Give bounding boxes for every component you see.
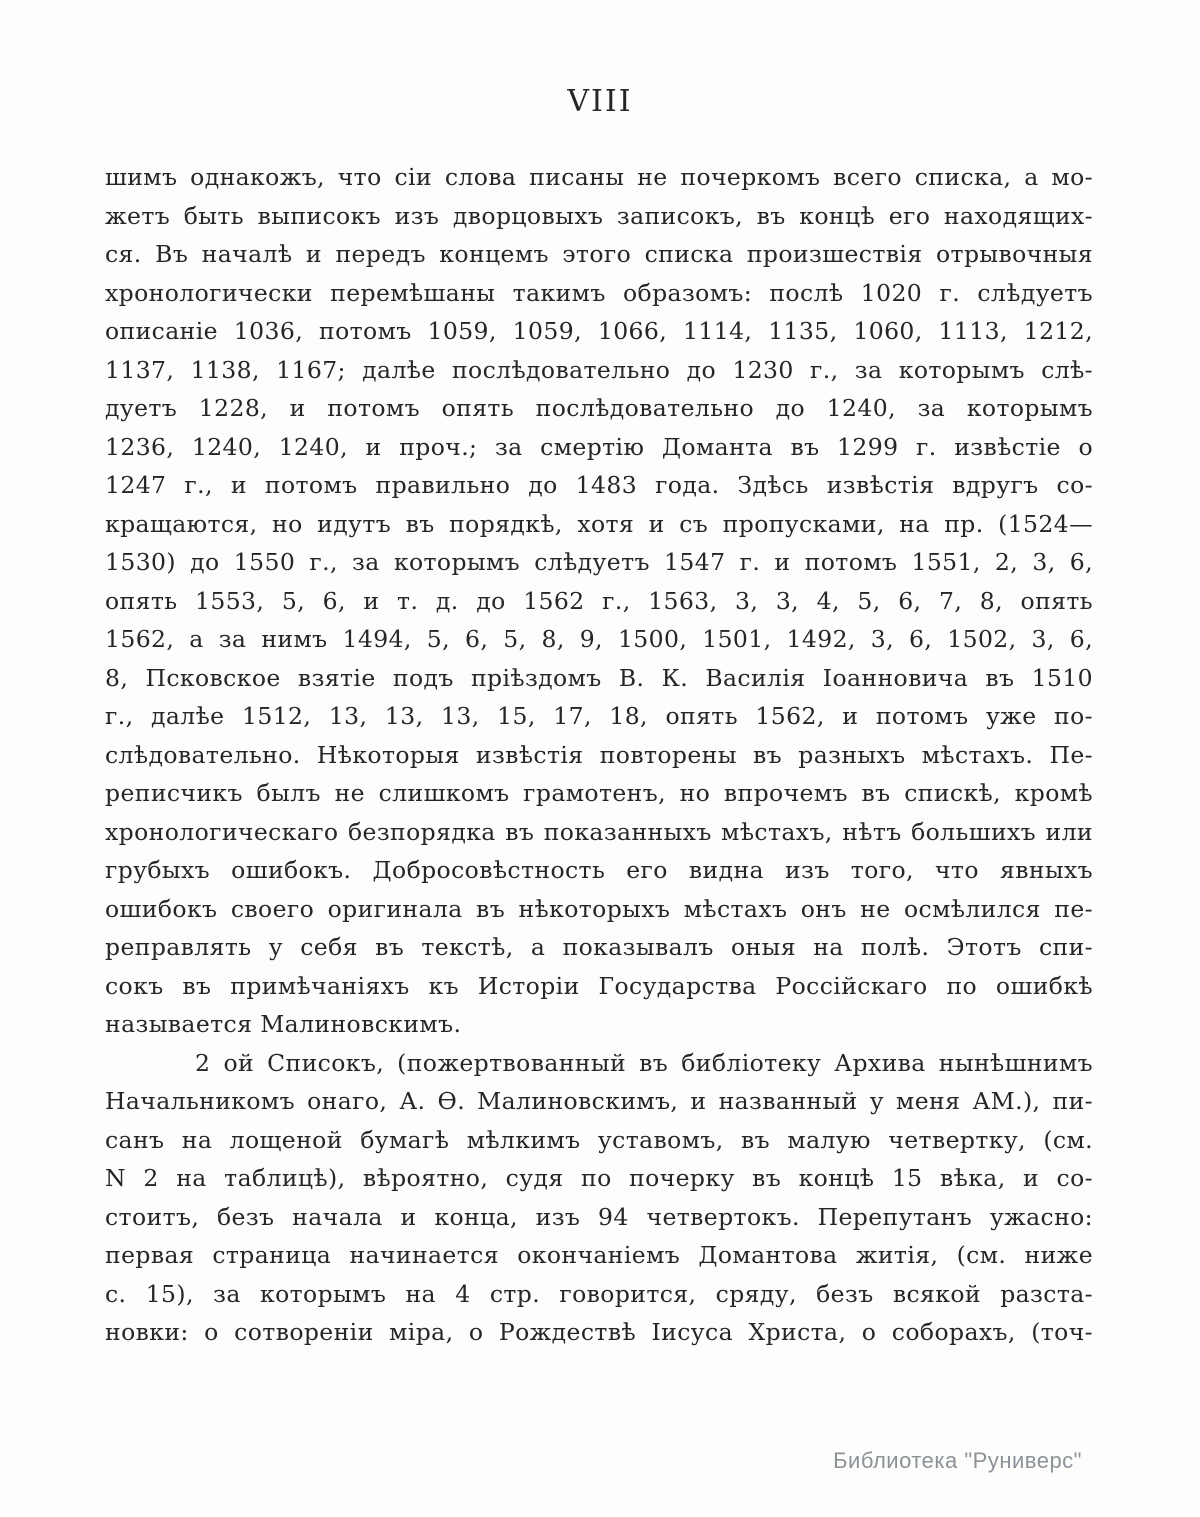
text-line: реписчикъ былъ не слишкомъ грамотенъ, но впрочемъ въ спискѣ, кромѣ [105,779,1093,807]
text-line: сокъ въ примѣчаніяхъ къ Исторіи Государства Россійскаго по ошибкѣ [105,971,1093,1000]
text-line: шимъ однакожъ, что сіи слова писаны не почеркомъ всего списка, а мо- [105,163,1093,191]
text-line: хронологически перемѣшаны такимъ образомъ: послѣ 1020 г. слѣдуетъ [105,278,1093,307]
text-line: санъ на лощеной бумагѣ мѣлкимъ уставомъ, въ малую четвертку, (см. [105,1125,1093,1154]
text-line: ошибокъ своего оригинала въ нѣкоторыхъ мѣстахъ онъ не осмѣлился пе- [105,894,1093,923]
text-line: описаніе 1036, потомъ 1059, 1059, 1066, 1114, 1135, 1060, 1113, 1212, [105,317,1093,345]
text-line: Начальникомъ онаго, А. Ѳ. Малиновскимъ, и названный у меня АМ.), пи- [105,1087,1093,1115]
text-line: ся. Въ началѣ и передъ концемъ этого списка произшествія отрывочныя [105,240,1093,268]
text-line: N 2 на таблицѣ), вѣроятно, судя по почерку въ концѣ 15 вѣка, и со- [105,1164,1093,1192]
text-block [0,158,1200,1352]
page-number: VIII [567,84,633,119]
text-line: 1236, 1240, 1240, и проч.; за смертію Доманта въ 1299 г. извѣстіе о [105,432,1093,461]
paragraph [105,158,1093,1044]
text-line: 1247 г., и потомъ правильно до 1483 года. Здѣсь извѣстія вдругъ со- [105,471,1093,499]
text-line: новки: о сотвореніи міра, о Рождествѣ Іисуса Христа, о соборахъ, (точ- [105,1318,1093,1346]
text-line: с. 15), за которымъ на 4 стр. говорится, сряду, безъ всякой разста- [105,1279,1093,1308]
text-line: 1530) до 1550 г., за которымъ слѣдуетъ 1547 г. и потомъ 1551, 2, 3, 6, [105,548,1093,576]
paragraph [105,1044,1093,1352]
text-line: кращаются, но идутъ въ порядкѣ, хотя и съ пропусками, на пр. (1524— [105,509,1093,538]
text-line: 1137, 1138, 1167; далѣе послѣдовательно до 1230 г., за которымъ слѣ- [105,355,1093,384]
text-line: жетъ быть выписокъ изъ дворцовыхъ записокъ, въ концѣ его находящих- [105,201,1093,230]
text-line: г., далѣе 1512, 13, 13, 13, 15, 17, 18, опять 1562, и потомъ уже по- [105,702,1093,730]
text-line: реправлять у себя въ текстѣ, а показывалъ оныя на полѣ. Этотъ спи- [105,933,1093,961]
text-line: 8, Псковское взятіе подъ пріѣздомъ В. К. Василія Іоанновича въ 1510 [105,663,1093,692]
library-watermark: Библиотека "Руниверс" [833,1448,1082,1473]
text-line: хронологическаго безпорядка въ показанныхъ мѣстахъ, нѣтъ большихъ или [105,817,1093,846]
text-line: 2 ой Списокъ, (пожертвованный въ библіотеку Архива нынѣшнимъ [195,1048,1093,1077]
text-line: называется Малиновскимъ. [105,1010,462,1038]
text-line: опять 1553, 5, 6, и т. д. до 1562 г., 1563, 3, 3, 4, 5, 6, 7, 8, опять [105,586,1093,615]
text-line: дуетъ 1228, и потомъ опять послѣдовательно до 1240, за которымъ [105,394,1093,422]
text-line: стоитъ, безъ начала и конца, изъ 94 четвертокъ. Перепутанъ ужасно: [105,1202,1093,1231]
text-line: первая страница начинается окончаніемъ Домантова житія, (см. ниже [105,1241,1093,1269]
text-line: слѣдовательно. Нѣкоторыя извѣстія повторены въ разныхъ мѣстахъ. Пе- [105,740,1093,769]
text-line: 1562, а за нимъ 1494, 5, 6, 5, 8, 9, 1500, 1501, 1492, 3, 6, 1502, 3, 6, [105,625,1093,653]
text-line: грубыхъ ошибокъ. Добросовѣстность его видна изъ того, что явныхъ [105,856,1093,884]
